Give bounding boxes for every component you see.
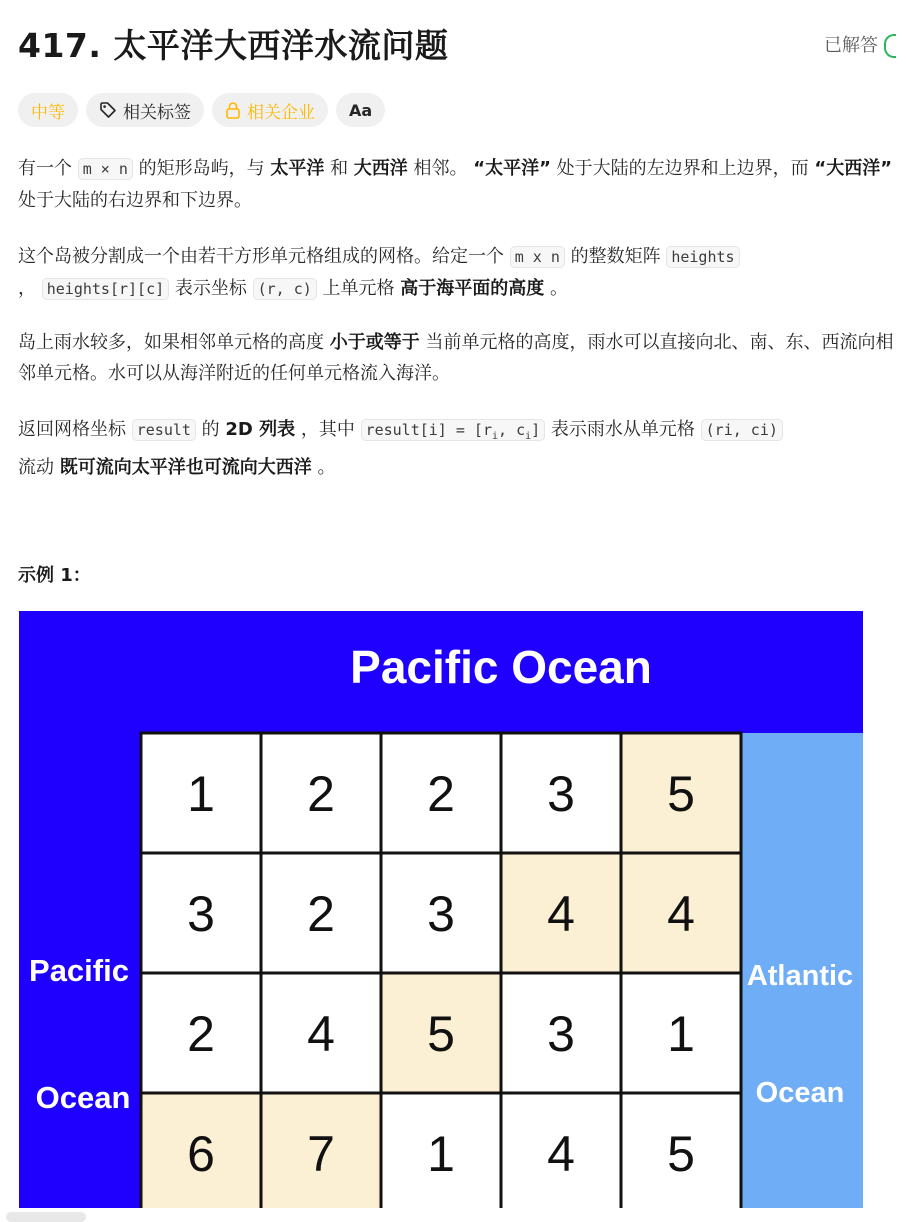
grid-cell-value: 3: [187, 886, 215, 942]
text: 。: [544, 278, 568, 299]
code-coord: (r, c): [253, 278, 317, 300]
code-result: result: [132, 419, 196, 441]
code-ri-ci: (ri, ci): [701, 419, 783, 441]
bold-atlantic: 大西洋: [353, 158, 408, 179]
solved-check-icon: [884, 34, 896, 58]
solved-status: [824, 32, 896, 60]
text: 和: [324, 158, 354, 179]
grid-cell-value: 2: [187, 1006, 215, 1062]
code-heights: heights: [666, 246, 739, 268]
text: 上单元格: [316, 278, 401, 299]
grid-cell-value: 2: [427, 766, 455, 822]
grid-cell-value: 1: [187, 766, 215, 822]
height-grid: [141, 733, 741, 1208]
code-result-i: [361, 419, 546, 441]
problem-header: [18, 22, 906, 70]
code-part: , c: [498, 421, 526, 439]
grid-cell-value: 3: [427, 886, 455, 942]
difficulty-badge: [18, 93, 78, 127]
bold-height: 高于海平面的高度: [400, 278, 545, 299]
code-sub: i: [525, 431, 532, 442]
pacific-ocean-top-label: Pacific Ocean: [350, 641, 652, 693]
related-topics-button[interactable]: [86, 93, 204, 127]
atlantic-right-label-1: Atlantic: [746, 960, 854, 992]
text: 。: [311, 457, 336, 478]
grid-cell-value: 4: [547, 1126, 575, 1182]
text: 流动: [18, 457, 60, 478]
text: 有一个: [18, 158, 78, 179]
pacific-left-label-1: Pacific: [29, 953, 129, 988]
code-sub: i: [492, 431, 499, 442]
bold-pacific-quote: “太平洋”: [473, 158, 551, 179]
atlantic-right-label-2: Ocean: [755, 1077, 845, 1109]
grid-cell-value: 4: [547, 886, 575, 942]
grid-cell-value: 5: [667, 1126, 695, 1182]
description-paragraph-3: [18, 327, 898, 389]
description-paragraph-4: [18, 414, 898, 483]
text: 这个岛被分割成一个由若干方形单元格组成的网格。给定一个: [18, 246, 510, 267]
text: 的整数矩阵: [564, 246, 667, 267]
text: 当前单元格的高度，雨水可以直接向北、南、东、西流向相邻单元格。水可以从海洋附近的任何单元格流入海洋。: [18, 332, 894, 384]
text: 的矩形岛屿，与: [132, 158, 271, 179]
grid-cell-value: 5: [667, 766, 695, 822]
code-part: result[i] = [r: [365, 421, 492, 439]
description-paragraph-2: [18, 241, 758, 305]
bold-atlantic-quote: “大西洋”: [814, 158, 893, 179]
bold-both-oceans: 既可流向太平洋也可流向大西洋: [59, 457, 312, 478]
bold-2d-list: 2D 列表: [225, 419, 296, 440]
scroll-indicator: [6, 1212, 86, 1222]
grid-cell-value: 7: [307, 1126, 335, 1182]
grid-cell-value: 3: [547, 766, 575, 822]
code-dimensions: m × n: [78, 158, 133, 180]
related-topics-label: 相关标签: [123, 102, 191, 123]
text: 处于大陆的右边界和下边界。: [18, 190, 252, 211]
text: 返回网格坐标: [18, 419, 132, 440]
translate-button[interactable]: [336, 93, 385, 127]
example-label: 示例 1：: [18, 565, 91, 586]
text: ，其中: [295, 419, 361, 440]
tag-bar: [18, 93, 385, 127]
problem-title: 417. 太平洋大西洋水流问题: [18, 26, 449, 65]
example-figure: [19, 611, 863, 1208]
ocean-grid-diagram: [19, 611, 863, 1208]
grid-cell-value: 2: [307, 766, 335, 822]
grid-cell-value: 1: [427, 1126, 455, 1182]
text: 表示雨水从单元格: [545, 419, 701, 440]
pacific-left-label-2: Ocean: [35, 1080, 131, 1115]
related-companies-button[interactable]: [212, 93, 328, 127]
bold-pacific: 太平洋: [270, 158, 325, 179]
solved-status-label: 已解答: [824, 35, 878, 56]
text: 的: [195, 419, 226, 440]
text: 表示坐标: [169, 278, 253, 299]
grid-cell-value: 2: [307, 886, 335, 942]
bold-less-equal: 小于或等于: [329, 332, 420, 353]
code-heights-rc: heights[r][c]: [42, 278, 169, 300]
text: 处于大陆的左边界和上边界，而: [550, 158, 815, 179]
text: 相邻。: [407, 158, 474, 179]
description-paragraph-1: [18, 153, 898, 216]
grid-cell-value: 4: [307, 1006, 335, 1062]
grid-cell-value: 6: [187, 1126, 215, 1182]
difficulty-label: 中等: [31, 102, 65, 123]
text: 岛上雨水较多，如果相邻单元格的高度: [18, 332, 330, 353]
code-part: ]: [531, 421, 541, 439]
code-dimensions-2: m x n: [510, 246, 565, 268]
translate-icon: Aa: [349, 100, 373, 120]
lock-icon: [225, 101, 241, 119]
grid-cell-value: 3: [547, 1006, 575, 1062]
text: ，: [18, 278, 42, 299]
grid-cell-value: 1: [667, 1006, 695, 1062]
grid-cell-value: 4: [667, 886, 695, 942]
grid-cell-value: 5: [427, 1006, 455, 1062]
tag-icon: [99, 101, 117, 119]
related-companies-label: 相关企业: [247, 102, 315, 123]
